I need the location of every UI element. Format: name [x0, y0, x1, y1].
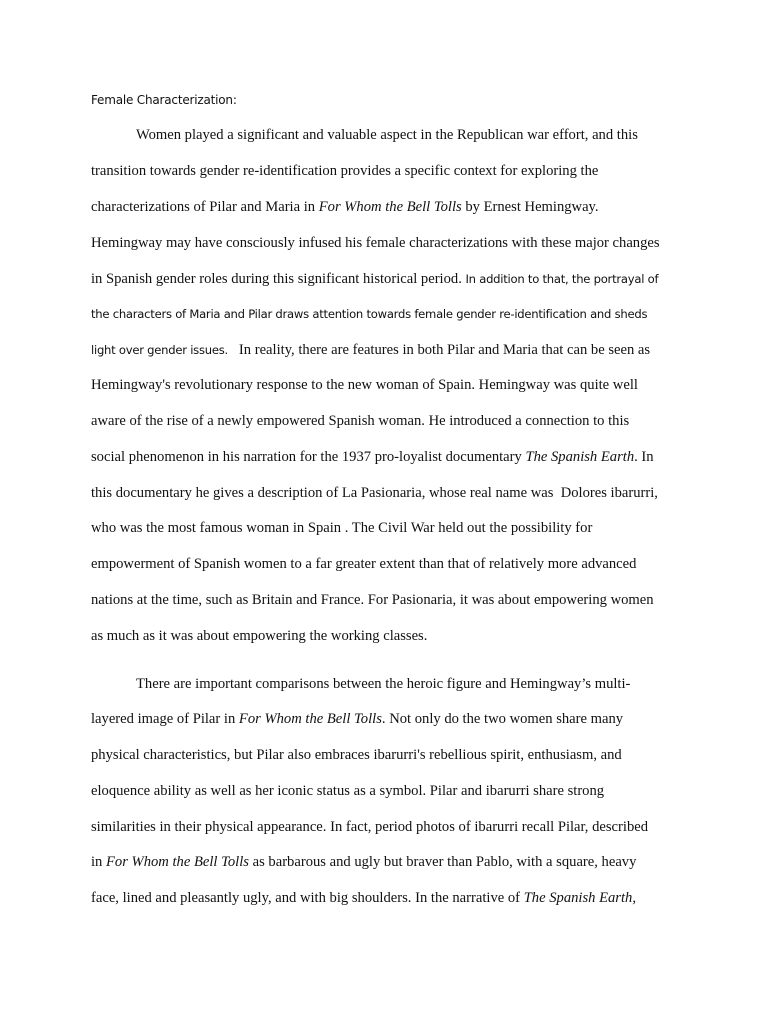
- text-run: the characters of Maria and Pilar draws attention towards female gender re-identification and sheds: [91, 307, 648, 321]
- text-line: [136, 675, 630, 693]
- text-line: [91, 484, 658, 502]
- text-line: [136, 126, 638, 144]
- text-line: [91, 376, 638, 394]
- text-line: [91, 853, 636, 871]
- text-line: [91, 591, 654, 609]
- text-run: light over gender issues.: [91, 343, 228, 357]
- text-run: In addition to that, the portrayal of: [465, 272, 659, 286]
- text-run: face, lined and pleasantly ugly, and with big shoulders. In the narrative of: [91, 890, 524, 906]
- text-run: by Ernest Hemingway.: [461, 199, 599, 215]
- book-title: For Whom the Bell Tolls: [318, 199, 462, 215]
- text-line: [91, 270, 658, 288]
- text-run: In reality, there are features in both Pilar and Maria that can be seen as: [227, 342, 651, 358]
- text-line: [91, 519, 592, 537]
- text-run: Hemingway may have consciously infused his female characterizations with these major changes: [91, 235, 660, 251]
- text-run: characterizations of Pilar and Maria in: [91, 199, 319, 215]
- text-run: Hemingway's revolutionary response to the new woman of Spain. Hemingway was quite well: [91, 377, 638, 393]
- text-run: who was the most famous woman in Spain . The Civil War held out the possibility for: [91, 520, 593, 536]
- text-line: [91, 555, 636, 573]
- text-run: . Not only do the two women share many: [381, 711, 624, 727]
- text-run: aware of the rise of a newly empowered Spanish woman. He introduced a connection to this: [91, 413, 630, 429]
- text-run: transition towards gender re-identification provides a specific context for exploring the: [91, 163, 599, 179]
- text-run: nations at the time, such as Britain and France. For Pasionaria, it was about empowering women: [91, 592, 654, 608]
- text-line: [91, 627, 427, 645]
- text-run: eloquence ability as well as her iconic status as a symbol. Pilar and ibarurri share strong: [91, 783, 605, 799]
- text-run: There are important comparisons between the heroic figure and Hemingway’s multi-: [136, 676, 631, 692]
- text-line: [91, 782, 604, 800]
- text-run: social phenomenon in his narration for the 1937 pro-loyalist documentary: [91, 449, 526, 465]
- text-run: as barbarous and ugly but braver than Pablo, with a square, heavy: [248, 854, 637, 870]
- text-run: this documentary he gives a description of La Pasionaria, whose real name was Dolores ibarurri,: [91, 485, 658, 501]
- text-run: as much as it was about empowering the working classes.: [91, 628, 428, 644]
- text-run: layered image of Pilar in: [91, 711, 239, 727]
- text-line: [91, 889, 636, 907]
- text-line: [91, 746, 622, 764]
- film-title: The Spanish Earth: [525, 449, 635, 465]
- film-title: The Spanish Earth,: [523, 890, 636, 906]
- text-line: [91, 341, 650, 359]
- text-line: [91, 710, 623, 728]
- text-line: [91, 412, 629, 430]
- book-title: For Whom the Bell Tolls: [238, 711, 382, 727]
- text-line: [91, 198, 599, 216]
- book-title: For Whom the Bell Tolls: [106, 854, 249, 870]
- text-line: [91, 305, 647, 323]
- text-run: in Spanish gender roles during this significant historical period.: [91, 271, 466, 287]
- text-line: [91, 162, 598, 180]
- text-line: [91, 818, 648, 836]
- text-line: [91, 234, 660, 252]
- text-line: [91, 448, 654, 466]
- text-run: in: [91, 854, 106, 870]
- text-run: physical characteristics, but Pilar also embraces ibarurri's rebellious spirit, enthusiasm, and: [91, 747, 622, 763]
- text-run: Women played a significant and valuable aspect in the Republican war effort, and this: [136, 127, 638, 143]
- section-heading: Female Characterization:: [91, 93, 237, 107]
- text-run: similarities in their physical appearance. In fact, period photos of ibarurri recall Pilar, described: [91, 819, 649, 835]
- text-run: empowerment of Spanish women to a far greater extent than that of relatively more advanced: [91, 556, 637, 572]
- text-run: . In: [634, 449, 654, 465]
